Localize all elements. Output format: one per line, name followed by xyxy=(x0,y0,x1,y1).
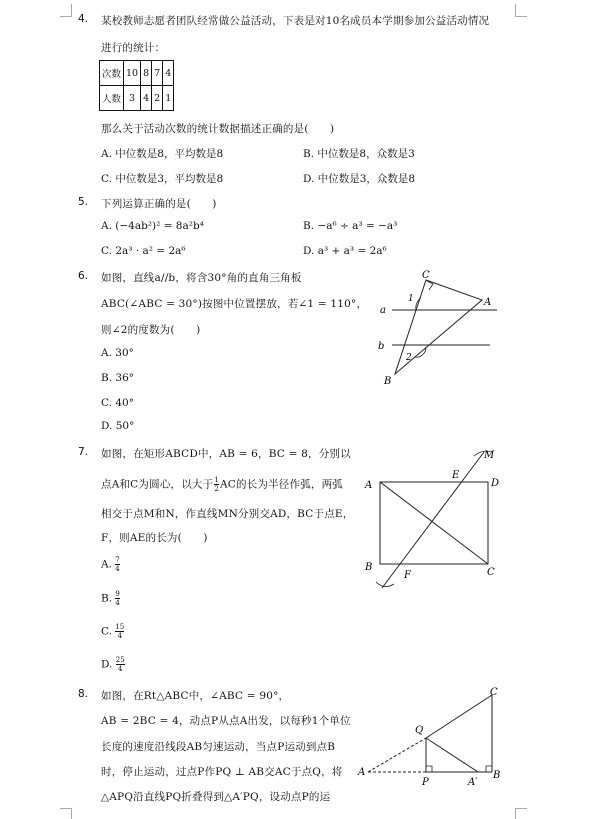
fraction-numerator: 25 xyxy=(115,656,125,664)
segment-qa-prime xyxy=(426,738,478,772)
fraction-numerator: 1 xyxy=(214,476,219,484)
option-letter: A. xyxy=(101,558,112,571)
q4-option-c: C. 中位数是3，平均数是8 xyxy=(101,173,224,185)
label-angle-2: 2 xyxy=(406,353,412,363)
label-c: C xyxy=(422,270,430,281)
label-line-a: a xyxy=(380,305,386,316)
q5-option-a: A. (−4ab²)² = 8a²b⁴ xyxy=(101,220,204,232)
q7-option-c xyxy=(101,623,124,640)
table-row xyxy=(100,86,174,111)
q7-line1: 如图，在矩形ABCD中，AB = 6，BC = 8，分别以 xyxy=(101,448,351,460)
q4-question: 那么关于活动次数的统计数据描述正确的是( ) xyxy=(101,123,335,135)
option-letter: B. xyxy=(101,592,113,605)
label-p-point: P xyxy=(422,777,429,788)
q4-option-d: D. 中位数是3，众数是8 xyxy=(303,173,416,185)
q4-option-b: B. 中位数是8，众数是3 xyxy=(303,148,415,160)
q7-line2-end: AC的长为半径作弧，两弧 xyxy=(219,478,344,491)
table-cell: 3 xyxy=(124,86,141,111)
fraction-denominator: 4 xyxy=(115,565,120,573)
fraction-numerator: 7 xyxy=(115,556,120,564)
table-cell: 1 xyxy=(163,86,174,111)
q6-number: 6. xyxy=(78,270,89,282)
label-f-point: F xyxy=(404,570,411,581)
q6-line1: 如图，直线a//b，将含30°角的直角三角板 xyxy=(101,272,302,284)
table-cell: 次数 xyxy=(100,61,124,86)
q7-line2-start: 点A和C为圆心，以大于 xyxy=(101,478,214,491)
option-letter: D. xyxy=(101,658,113,671)
table-cell: 人数 xyxy=(100,86,124,111)
q6-option-d: D. 50° xyxy=(101,420,135,432)
crop-mark-bottom-right-v xyxy=(515,808,516,819)
q4-line2: 进行的统计： xyxy=(101,42,166,54)
option-fraction xyxy=(116,656,125,673)
line-mn xyxy=(382,452,484,588)
label-b-vertex: B xyxy=(493,770,501,781)
q8-number: 8. xyxy=(78,688,89,700)
label-angle-1: 1 xyxy=(408,294,414,304)
right-angle-mark-p xyxy=(426,766,432,772)
crop-mark-top-right-v xyxy=(515,4,516,16)
label-m-point: M xyxy=(484,450,495,461)
label-a-prime-point: A′ xyxy=(468,777,478,788)
q7-option-d xyxy=(101,656,125,673)
crop-mark-bottom-right-h xyxy=(515,808,527,809)
q4-number: 4. xyxy=(78,13,89,25)
table-row xyxy=(100,61,174,86)
option-fraction xyxy=(115,590,119,607)
table-cell: 7 xyxy=(152,61,163,86)
fraction-denominator: 2 xyxy=(214,485,219,493)
q7-number: 7. xyxy=(78,446,89,458)
diagonal-ac xyxy=(380,482,488,564)
q8-line3: 长度的速度沿线段AB匀速运动，当点P运动到点B xyxy=(101,741,336,753)
label-b-vertex: B xyxy=(384,376,392,387)
crop-mark-top-left-h xyxy=(60,16,72,17)
q7-fraction-half xyxy=(214,476,219,493)
label-d-vertex: D xyxy=(491,478,500,489)
q7-option-a xyxy=(101,556,120,573)
q5-question: 下列运算正确的是( ) xyxy=(101,198,217,210)
q6-option-c: C. 40° xyxy=(101,397,134,409)
label-line-b: b xyxy=(378,341,385,352)
fraction-numerator: 15 xyxy=(115,623,125,631)
option-letter: C. xyxy=(101,625,112,638)
q6-option-a: A. 30° xyxy=(101,347,134,359)
crop-mark-bottom-left-v xyxy=(71,808,72,819)
q4-option-a: A. 中位数是8，平均数是8 xyxy=(101,148,224,160)
crop-mark-top-left-v xyxy=(71,4,72,16)
q5-option-d: D. a³ + a³ = 2a⁶ xyxy=(303,245,387,257)
label-a-vertex: A xyxy=(365,480,373,491)
q6-line2: ABC(∠ABC = 30°)按图中位置摆放，若∠1 = 110°， xyxy=(101,298,368,310)
fraction-numerator: 9 xyxy=(115,590,120,598)
q6-line3: 则∠2的度数为( ) xyxy=(101,324,201,336)
crop-mark-top-right-h xyxy=(515,16,527,17)
q5-number: 5. xyxy=(78,196,89,208)
q8-line5: △APQ沿直线PQ折叠得到△A′PQ，设动点P的运 xyxy=(101,791,331,803)
label-c-vertex: C xyxy=(490,687,498,698)
table-cell: 10 xyxy=(124,61,141,86)
q4-line1: 某校教师志愿者团队经常做公益活动，下表是对10名成员本学期参加公益活动情况 xyxy=(101,15,490,27)
table-cell: 4 xyxy=(163,61,174,86)
right-angle-mark-b xyxy=(486,766,492,772)
label-c-vertex: C xyxy=(487,567,495,578)
q6-option-b: B. 36° xyxy=(101,372,135,384)
q6-figure xyxy=(370,268,500,390)
q5-option-b: B. −a⁶ ÷ a³ = −a³ xyxy=(303,220,398,232)
label-q-point: Q xyxy=(415,725,424,736)
table-cell: 2 xyxy=(152,86,163,111)
q7-line2 xyxy=(101,476,343,493)
q7-line4: F，则AE的长为( ) xyxy=(101,532,208,544)
label-e-point: E xyxy=(452,470,460,481)
label-a-vertex: A xyxy=(484,297,492,308)
table-cell: 4 xyxy=(141,86,152,111)
label-a-vertex: A xyxy=(358,767,366,778)
q7-figure xyxy=(360,444,510,594)
option-fraction xyxy=(115,556,119,573)
fraction-denominator: 4 xyxy=(115,599,120,607)
q8-line4: 时，停止运动，过点P作PQ ⊥ AB交AC于点Q，将 xyxy=(101,766,343,778)
option-fraction xyxy=(115,623,124,640)
fraction-denominator: 4 xyxy=(117,665,123,673)
q8-line1: 如图，在Rt△ABC中，∠ABC = 90°， xyxy=(101,690,290,702)
q8-line2: AB = 2BC = 4，动点P从点A出发，以每秒1个单位 xyxy=(101,715,351,727)
table-cell: 8 xyxy=(141,61,152,86)
q8-figure xyxy=(356,685,506,790)
dashed-aq xyxy=(368,738,426,772)
label-b-vertex: B xyxy=(365,562,373,573)
q7-option-b xyxy=(101,590,120,607)
q5-option-c: C. 2a³ · a² = 2a⁶ xyxy=(101,245,186,257)
q4-stat-table xyxy=(99,60,174,111)
fraction-denominator: 4 xyxy=(117,632,123,640)
q7-line3: 相交于点M和N，作直线MN分别交AD，BC于点E， xyxy=(101,508,354,520)
segment-qc xyxy=(426,695,492,738)
